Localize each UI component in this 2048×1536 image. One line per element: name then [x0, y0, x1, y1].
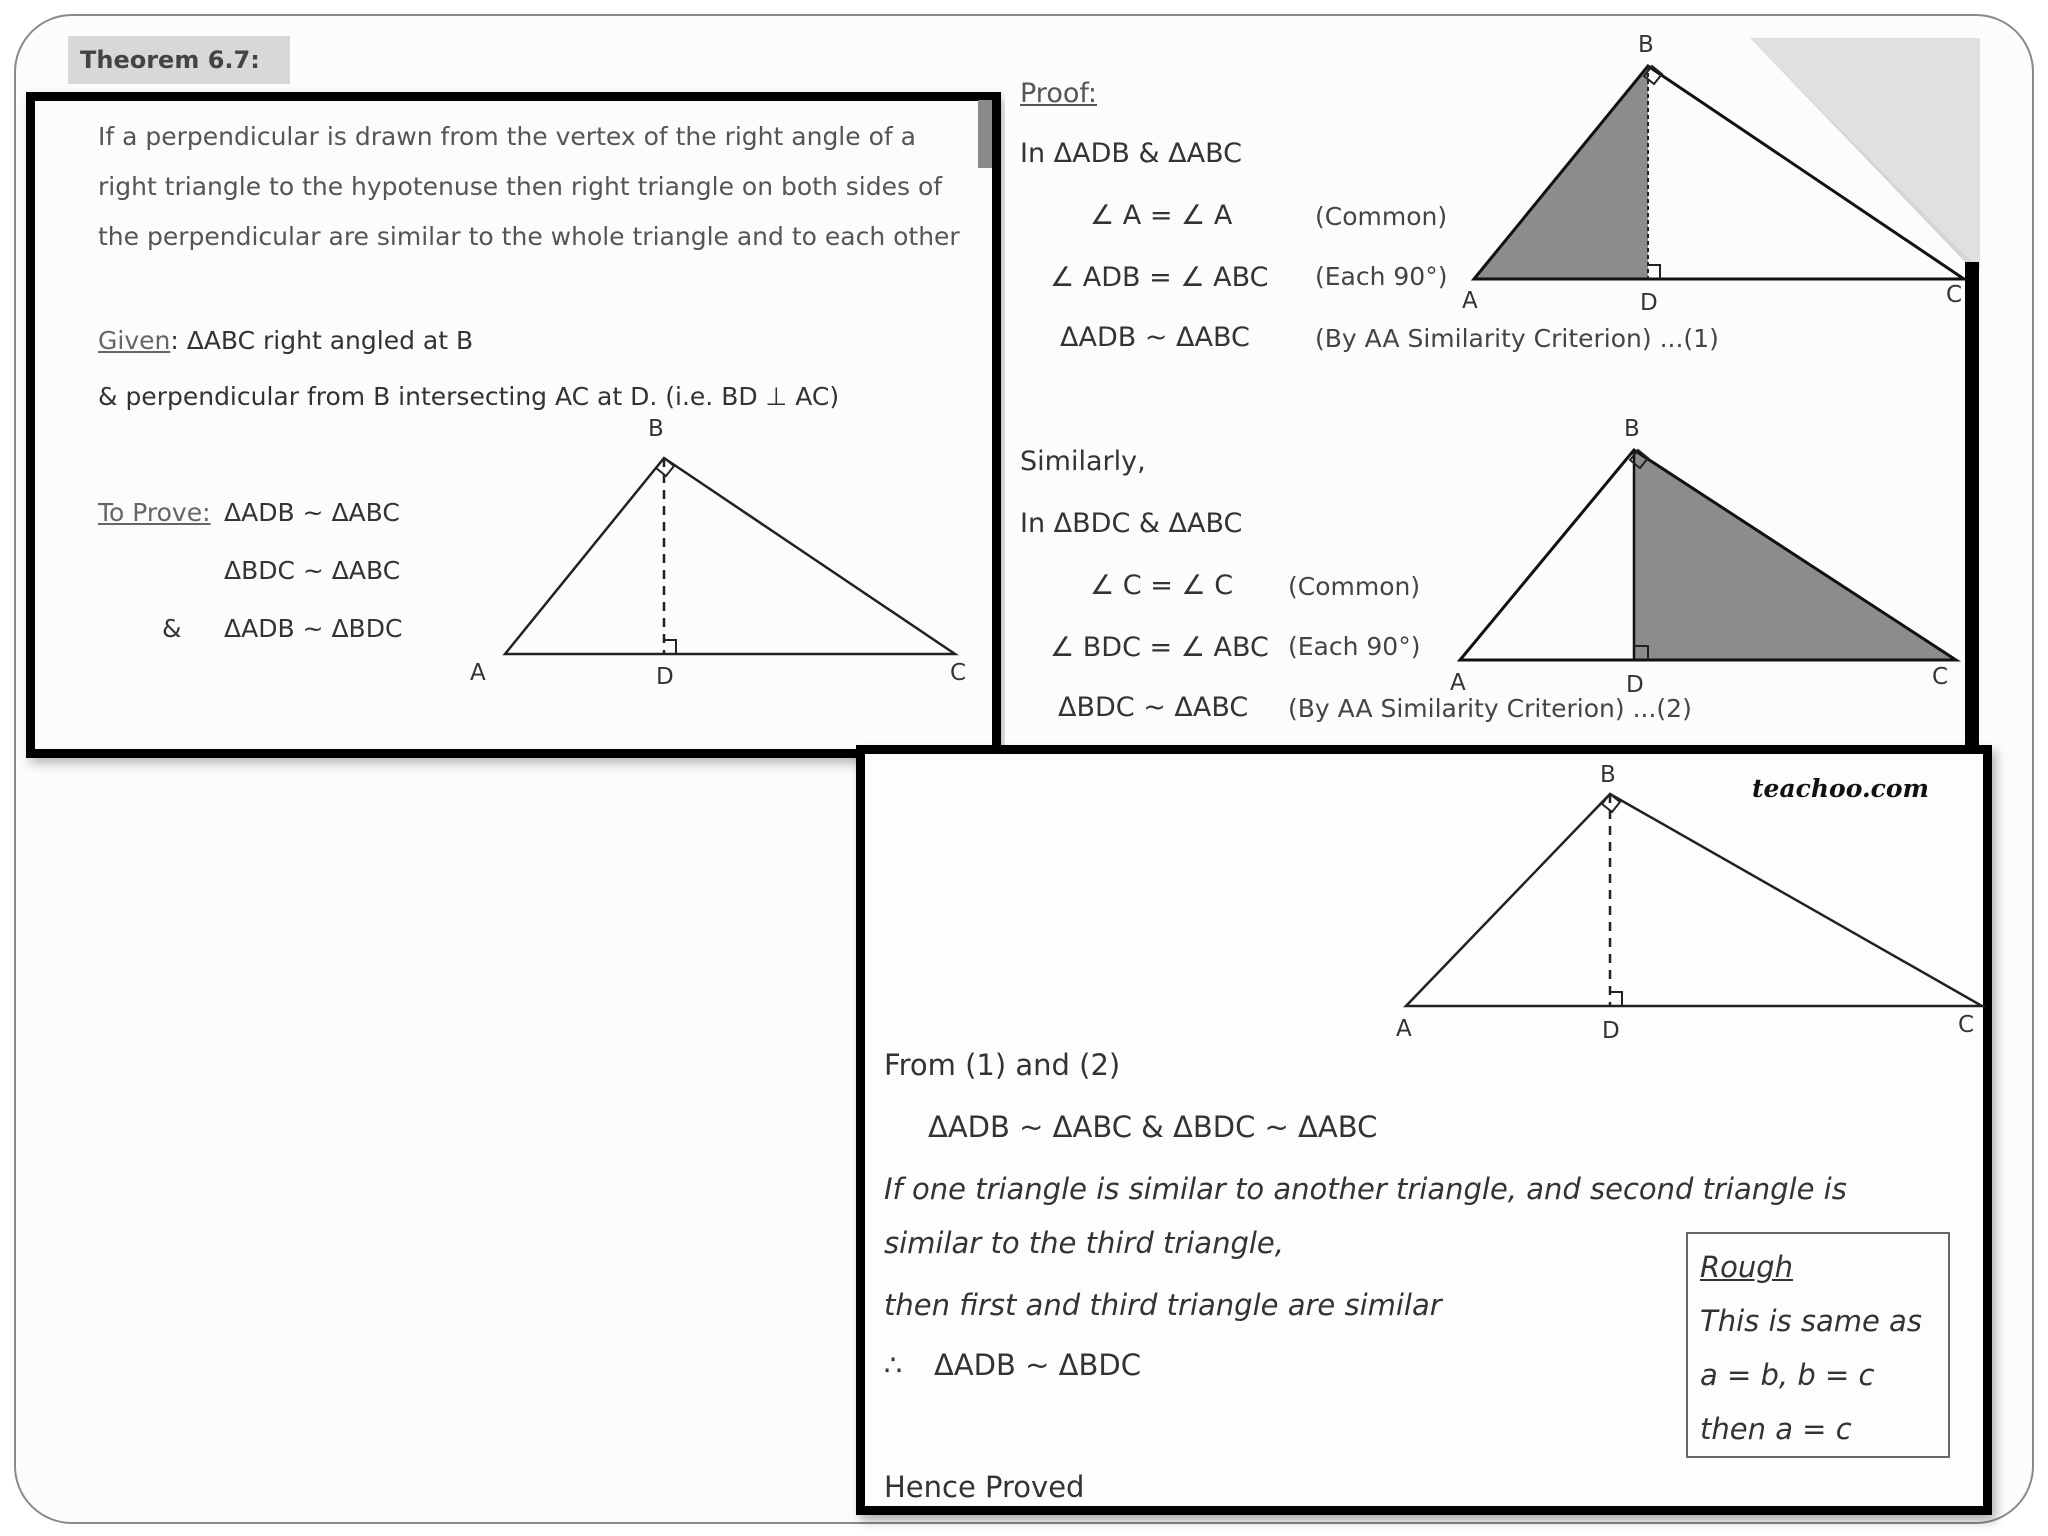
proof-heading: Proof: — [1020, 78, 1097, 109]
proof-part2-stmt-3: ΔBDC ~ ΔABC — [1058, 692, 1249, 723]
label-d-3: D — [1626, 672, 1644, 698]
label-c-3: C — [1932, 664, 1949, 690]
proof-part2-reason-1: (Common) — [1288, 572, 1421, 601]
label-a-2: A — [1462, 288, 1478, 314]
label-a: A — [470, 660, 486, 686]
proof-part1-stmt-2: ∠ ADB = ∠ ABC — [1050, 262, 1269, 293]
statement-line-2: right triangle to the hypotenuse then right triangle on both sides of — [98, 172, 943, 201]
proof-part2-reason-2: (Each 90°) — [1288, 632, 1421, 661]
to-prove-label: To Prove: — [98, 498, 211, 527]
proof-part2-stmt-2: ∠ BDC = ∠ ABC — [1050, 632, 1269, 663]
similarly-label: Similarly, — [1020, 446, 1146, 477]
proof-part1-reason-1: (Common) — [1315, 202, 1448, 231]
given-value: : ΔABC right angled at B — [170, 326, 474, 355]
hence-proved: Hence Proved — [884, 1470, 1085, 1504]
rule-line-1: If one triangle is similar to another triangle, and second triangle is — [884, 1172, 1847, 1206]
rough-title: Rough — [1700, 1250, 1794, 1284]
proof-part1-reason-2: (Each 90°) — [1315, 262, 1448, 291]
to-prove-2: ΔBDC ~ ΔABC — [224, 556, 401, 585]
rough-line-2: a = b, b = c — [1700, 1358, 1875, 1392]
therefore-symbol: ∴ — [884, 1348, 903, 1382]
rough-line-3: then a = c — [1700, 1412, 1852, 1446]
proof-part1-reason-3: (By AA Similarity Criterion) ...(1) — [1315, 324, 1719, 353]
rule-line-3: then first and third triangle are similar — [884, 1288, 1442, 1322]
proof-part1-stmt-3: ΔADB ~ ΔABC — [1060, 322, 1250, 353]
label-d-4: D — [1602, 1018, 1620, 1044]
rough-line-1: This is same as — [1700, 1304, 1922, 1338]
label-c: C — [950, 660, 967, 686]
label-d: D — [656, 664, 674, 690]
label-b: B — [648, 416, 664, 442]
proof-part2-reason-3: (By AA Similarity Criterion) ...(2) — [1288, 694, 1692, 723]
rule-line-2: similar to the third triangle, — [884, 1226, 1284, 1260]
conclusion-from: From (1) and (2) — [884, 1048, 1121, 1082]
to-prove-amp: & — [162, 614, 182, 643]
statement-line-1: If a perpendicular is drawn from the vertex of the right angle of a — [98, 122, 916, 151]
conclusion-combined: ΔADB ~ ΔABC & ΔBDC ~ ΔABC — [928, 1110, 1378, 1144]
label-a-3: A — [1450, 670, 1466, 696]
therefore-statement: ΔADB ~ ΔBDC — [934, 1348, 1141, 1382]
given-label: Given — [98, 326, 171, 355]
label-b-3: B — [1624, 416, 1640, 442]
proof-part2-stmt-1: ∠ C = ∠ C — [1090, 570, 1234, 601]
label-b-4: B — [1600, 762, 1616, 788]
label-d-2: D — [1640, 290, 1658, 316]
to-prove-1: ΔADB ~ ΔABC — [224, 498, 400, 527]
proof-part1-stmt-1: ∠ A = ∠ A — [1090, 200, 1233, 231]
label-c-4: C — [1958, 1012, 1975, 1038]
theorem-tag-label: Theorem 6.7: — [80, 46, 260, 74]
statement-line-3: the perpendicular are similar to the whole triangle and to each other — [98, 222, 960, 251]
proof-part1-intro: In ΔADB & ΔABC — [1020, 138, 1242, 169]
label-c-2: C — [1946, 282, 1963, 308]
label-b-2: B — [1638, 32, 1654, 58]
label-a-4: A — [1396, 1016, 1412, 1042]
proof-part2-intro: In ΔBDC & ΔABC — [1020, 508, 1243, 539]
teachoo-watermark: teachoo.com — [1752, 774, 1930, 803]
to-prove-3: ΔADB ~ ΔBDC — [224, 614, 403, 643]
given-line-2: & perpendicular from B intersecting AC at D. (i.e. BD ⊥ AC) — [98, 382, 840, 411]
